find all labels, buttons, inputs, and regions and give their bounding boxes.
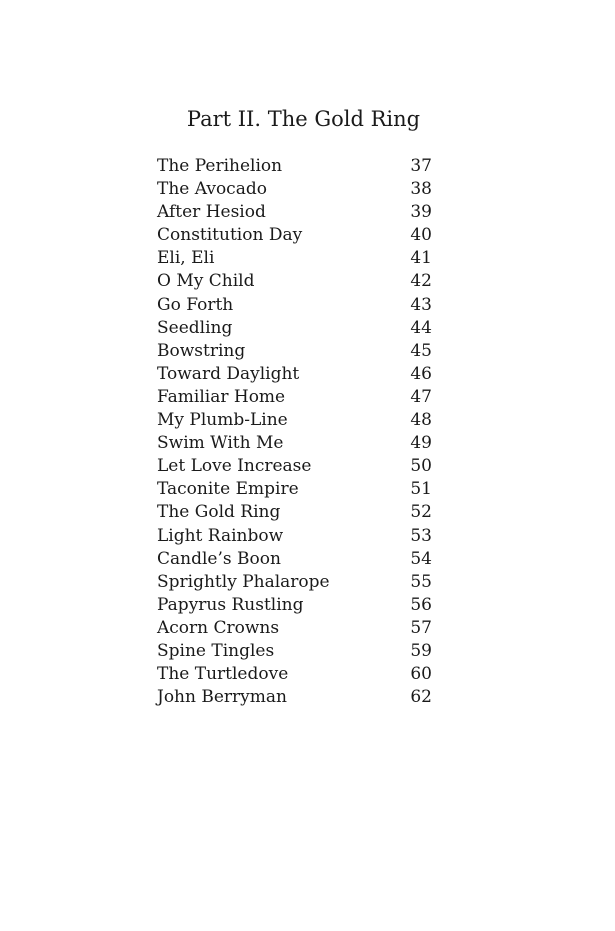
toc-entry-title: The Turtledove — [157, 664, 289, 685]
toc-entry — [157, 363, 432, 386]
toc-entry-page-number: 55 — [410, 571, 432, 592]
toc-entry-title: The Gold Ring — [157, 502, 281, 523]
toc-entry — [157, 224, 432, 247]
part-title: Part II. The Gold Ring — [186, 107, 421, 131]
toc-entry-page-number: 57 — [410, 617, 432, 638]
toc-entry-title: Light Rainbow — [157, 525, 284, 546]
toc-entry-title: Let Love Increase — [157, 456, 312, 477]
toc-entry-title: Sprightly Phalarope — [157, 571, 330, 592]
toc-entry-page-number: 37 — [410, 156, 432, 176]
toc-entry-title: Seedling — [157, 317, 233, 338]
toc-entry-title: John Berryman — [157, 687, 287, 708]
toc-entry-title: Bowstring — [157, 340, 246, 361]
toc-entry-page-number: 51 — [410, 479, 432, 500]
toc-entry-title: Toward Daylight — [157, 363, 300, 384]
toc-entry-title: Papyrus Rustling — [157, 594, 304, 615]
toc-entry-page-number: 48 — [410, 410, 432, 431]
toc-entry-page-number: 52 — [410, 502, 432, 523]
toc-entry-title: Taconite Empire — [157, 479, 299, 500]
toc-entry-page-number: 49 — [410, 433, 432, 454]
toc-entry — [157, 409, 432, 432]
toc-entry — [157, 455, 432, 478]
toc-entry-page-number: 40 — [410, 225, 432, 246]
toc-entry — [157, 386, 432, 409]
toc-entry-page-number: 53 — [410, 525, 432, 546]
toc-entry — [157, 640, 432, 663]
table-of-contents — [157, 155, 432, 709]
toc-entry — [157, 548, 432, 571]
toc-entry-page-number: 41 — [410, 248, 432, 269]
toc-entry — [157, 247, 432, 270]
toc-entry-title: Eli, Eli — [157, 248, 215, 269]
toc-entry-page-number: 59 — [410, 640, 432, 661]
toc-entry-page-number: 42 — [410, 271, 432, 292]
toc-entry — [157, 525, 432, 548]
toc-entry-page-number: 60 — [410, 664, 432, 685]
toc-entry — [157, 571, 432, 594]
toc-entry-page-number: 44 — [410, 317, 432, 338]
toc-entry-title: The Avocado — [157, 179, 267, 200]
toc-entry-title: The Perihelion — [157, 156, 283, 176]
toc-entry — [157, 340, 432, 363]
toc-entry-page-number: 43 — [410, 294, 432, 315]
toc-entry — [157, 270, 432, 293]
toc-entry-title: Go Forth — [157, 294, 234, 315]
toc-entry — [157, 317, 432, 340]
toc-entry-page-number: 62 — [410, 687, 432, 708]
toc-entry — [157, 594, 432, 617]
toc-entry — [157, 478, 432, 501]
toc-entry-title: Familiar Home — [157, 386, 286, 407]
toc-entry-title: My Plumb-Line — [157, 410, 288, 431]
toc-entry — [157, 178, 432, 201]
toc-entry-title: After Hesiod — [157, 202, 266, 223]
toc-entry-page-number: 54 — [410, 548, 432, 569]
toc-entry-page-number: 46 — [410, 363, 432, 384]
toc-entry — [157, 155, 432, 178]
toc-entry-title: Spine Tingles — [157, 640, 275, 661]
toc-entry — [157, 663, 432, 686]
toc-entry — [157, 294, 432, 317]
toc-entry-page-number: 39 — [410, 202, 432, 223]
toc-entry-page-number: 38 — [410, 179, 432, 200]
toc-entry-page-number: 56 — [410, 594, 432, 615]
toc-entry — [157, 201, 432, 224]
toc-entry-page-number: 45 — [410, 340, 432, 361]
toc-entry-page-number: 50 — [410, 456, 432, 477]
toc-entry — [157, 686, 432, 709]
toc-entry-title: Swim With Me — [157, 433, 284, 454]
toc-entry — [157, 501, 432, 524]
toc-entry-page-number: 47 — [410, 386, 432, 407]
toc-entry-title: Candle’s Boon — [157, 548, 281, 569]
toc-entry — [157, 617, 432, 640]
toc-entry-title: Constitution Day — [157, 225, 303, 246]
toc-entry — [157, 432, 432, 455]
toc-entry-title: O My Child — [157, 271, 255, 292]
toc-entry-title: Acorn Crowns — [157, 617, 280, 638]
